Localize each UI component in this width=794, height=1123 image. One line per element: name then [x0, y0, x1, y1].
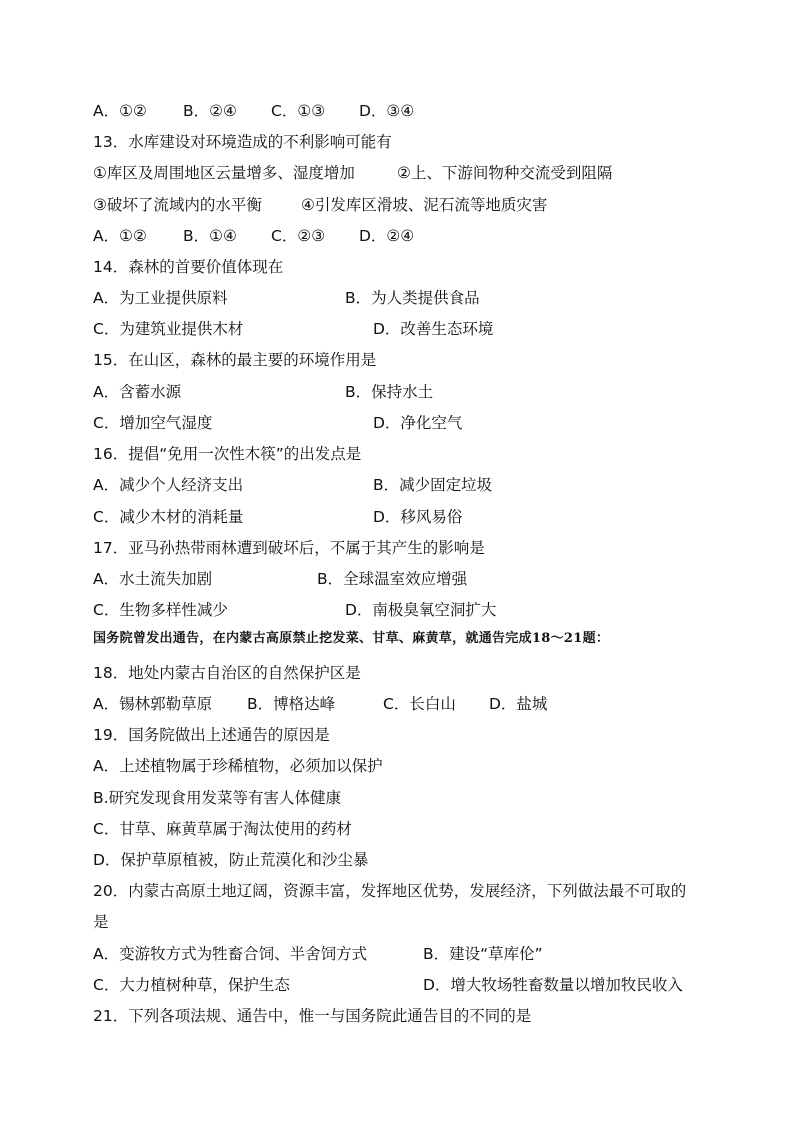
option-d: D．保护草原植被，防止荒漠化和沙尘暴 — [93, 851, 369, 869]
option-a: A．上述植物属于珍稀植物，必须加以保护 — [93, 757, 383, 775]
option-c: C．②③ — [271, 227, 326, 245]
option-b: B．①④ — [183, 227, 237, 245]
option-c: C．大力植树种草，保护生态 — [93, 976, 290, 994]
question-21: 21．下列各项法规、通告中，惟一与国务院此通告目的不同的是 — [93, 1007, 532, 1025]
question-18: 18．地处内蒙古自治区的自然保护区是 — [93, 664, 361, 682]
option-b: B．②④ — [183, 102, 237, 120]
option-c: C．生物多样性减少 — [93, 601, 228, 619]
option-c: C．为建筑业提供木材 — [93, 320, 244, 338]
option-b: B．全球温室效应增强 — [317, 570, 468, 588]
question-16: 16．提倡“免用一次性木筷”的出发点是 — [93, 445, 362, 463]
option-a: A．水土流失加剧 — [93, 570, 213, 588]
option-b: B．减少固定垃圾 — [373, 476, 493, 494]
option-d: D．净化空气 — [373, 414, 463, 432]
option-c: C．①③ — [271, 102, 326, 120]
option-a: A．锡林郭勒草原 — [93, 695, 213, 713]
option-a: A．为工业提供原料 — [93, 289, 228, 307]
option-a: A．①② — [93, 227, 147, 245]
option-d: D．移风易俗 — [373, 508, 463, 526]
notice-text: 国务院曾发出通告，在内蒙古高原禁止挖发菜、甘草、麻黄草，就通告完成18～21题： — [93, 631, 610, 646]
option-d: D．③④ — [359, 102, 415, 120]
option-d: D．盐城 — [489, 695, 548, 713]
option-d: D．南极臭氧空洞扩大 — [345, 601, 497, 619]
option-c: C．增加空气湿度 — [93, 414, 213, 432]
question-14: 14．森林的首要价值体现在 — [93, 258, 284, 276]
option-b: B．博格达峰 — [247, 695, 336, 713]
option-d: D．②④ — [359, 227, 415, 245]
option-a: A．变游牧方式为牲畜合饲、半舍饲方式 — [93, 945, 368, 963]
option-a: A．①② — [93, 102, 147, 120]
question-20: 20．内蒙古高原土地辽阔，资源丰富，发挥地区优势，发展经济，下列做法最不可取的 — [93, 882, 687, 900]
option-d: D．增大牧场牲畜数量以增加牧民收入 — [423, 976, 683, 994]
option-d: D．改善生态环境 — [373, 320, 494, 338]
question-15: 15．在山区，森林的最主要的环境作用是 — [93, 351, 377, 369]
option-b: B.研究发现食用发菜等有害人体健康 — [93, 789, 342, 807]
option-c: C．甘草、麻黄草属于淘汰使用的药材 — [93, 820, 352, 838]
question-19: 19．国务院做出上述通告的原因是 — [93, 726, 330, 744]
option-c: C．减少木材的消耗量 — [93, 508, 244, 526]
question-13: 13．水库建设对环境造成的不利影响可能有 — [93, 133, 392, 151]
option-a: A．含蓄水源 — [93, 383, 182, 401]
statement-3: ③破坏了流域内的水平衡 — [93, 196, 262, 214]
option-b: B．建设“草库伦” — [423, 945, 543, 963]
question-17: 17．亚马孙热带雨林遭到破坏后，不属于其产生的影响是 — [93, 539, 485, 557]
option-b: B．为人类提供食品 — [345, 289, 480, 307]
option-c: C．长白山 — [383, 695, 456, 713]
question-20-continued: 是 — [93, 913, 109, 931]
option-b: B．保持水土 — [345, 383, 434, 401]
statement-1: ①库区及周围地区云量增多、湿度增加 — [93, 164, 355, 182]
statement-4: ④引发库区滑坡、泥石流等地质灾害 — [301, 196, 548, 214]
statement-2: ②上、下游间物种交流受到阻隔 — [397, 164, 613, 182]
option-a: A．减少个人经济支出 — [93, 476, 244, 494]
